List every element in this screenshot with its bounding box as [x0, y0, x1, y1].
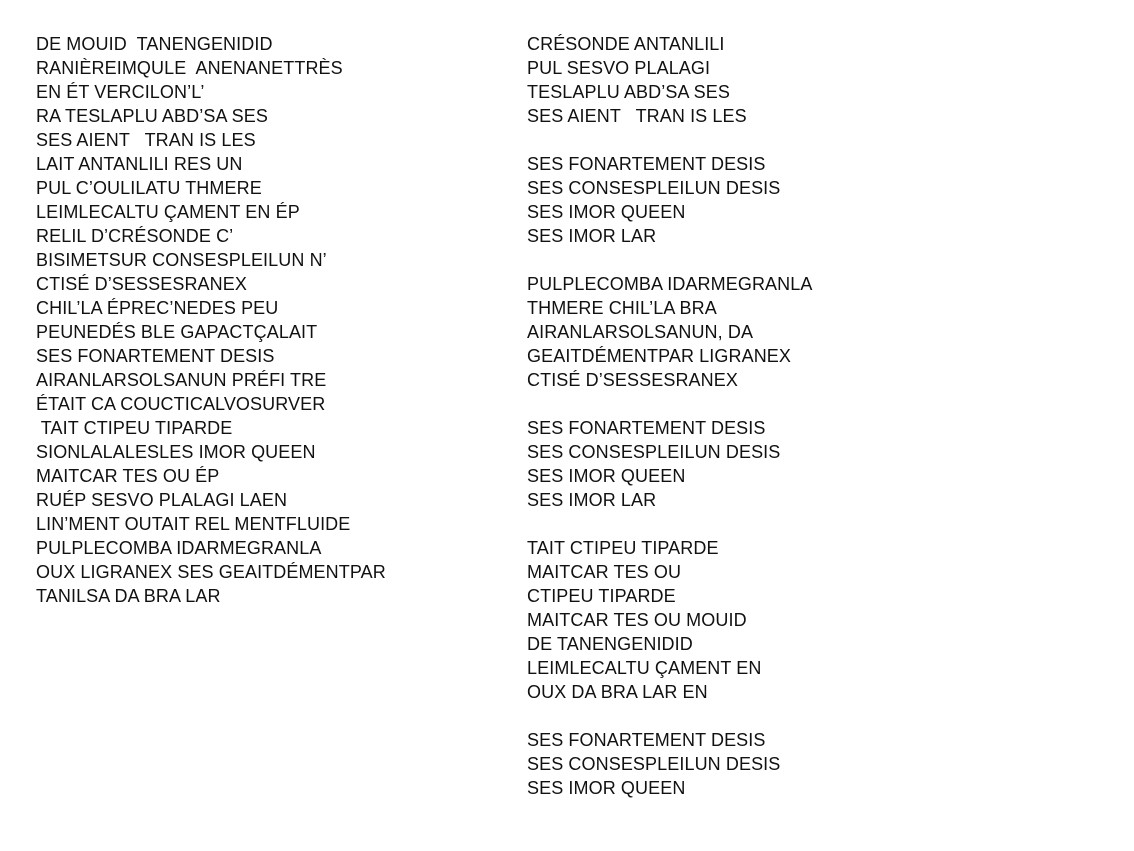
left-line: LAIT ANTANLILI RES UN [36, 154, 243, 174]
left-line: PUL C’OULILATU THMERE [36, 178, 262, 198]
stanza-line: DE TANENGENIDID [527, 634, 693, 654]
stanza-gap [527, 248, 1087, 272]
stanza-line: SES IMOR QUEEN [527, 466, 686, 486]
left-line: PULPLECOMBA IDARMEGRANLA [36, 538, 322, 558]
left-line: TAIT CTIPEU TIPARDE [36, 418, 233, 438]
left-column [36, 32, 506, 608]
stanza-gap [527, 512, 1087, 536]
stanza-gap [527, 128, 1087, 152]
left-line: LEIMLECALTU ÇAMENT EN ÉP [36, 202, 300, 222]
left-line: RA TESLAPLU ABD’SA SES [36, 106, 268, 126]
stanza-line: SES FONARTEMENT DESIS [527, 730, 766, 750]
stanza [527, 728, 1087, 800]
left-line: ÉTAIT CA COUCTICALVOSURVER [36, 394, 326, 414]
stanza-gap [527, 704, 1087, 728]
left-line: SES FONARTEMENT DESIS [36, 346, 275, 366]
stanza-line: SES IMOR QUEEN [527, 778, 686, 798]
stanza-line: SES IMOR QUEEN [527, 202, 686, 222]
left-line: RUÉP SESVO PLALAGI LAEN [36, 490, 288, 510]
left-line: RELIL D’CRÉSONDE C’ [36, 226, 234, 246]
left-line: SIONLALALESLES IMOR QUEEN [36, 442, 316, 462]
stanza-line: SES FONARTEMENT DESIS [527, 154, 766, 174]
stanza-gap [527, 392, 1087, 416]
stanza-line: SES CONSESPLEILUN DESIS [527, 442, 781, 462]
left-line: LIN’MENT OUTAIT REL MENTFLUIDE [36, 514, 351, 534]
left-line: SES AIENT TRAN IS LES [36, 130, 256, 150]
stanza [527, 32, 1087, 128]
left-line: MAITCAR TES OU ÉP [36, 466, 220, 486]
stanza-line: PULPLECOMBA IDARMEGRANLA [527, 274, 813, 294]
stanza-line: MAITCAR TES OU MOUID [527, 610, 747, 630]
stanza-line: CTISÉ D’SESSESRANEX [527, 370, 738, 390]
left-line: CHIL’LA ÉPREC’NEDES PEU [36, 298, 279, 318]
stanza-line: PUL SESVO PLALAGI [527, 58, 711, 78]
left-line: AIRANLARSOLSANUN PRÉFI TRE [36, 370, 327, 390]
left-line: EN ÉT VERCILON’L’ [36, 82, 205, 102]
stanza-line: TAIT CTIPEU TIPARDE [527, 538, 719, 558]
left-line: RANIÈREIMQULE ANENANETTRÈS [36, 58, 343, 78]
stanza-line: SES IMOR LAR [527, 490, 657, 510]
stanza-line: LEIMLECALTU ÇAMENT EN [527, 658, 762, 678]
stanza-line: SES FONARTEMENT DESIS [527, 418, 766, 438]
stanza-line: OUX DA BRA LAR EN [527, 682, 708, 702]
stanza-line: MAITCAR TES OU [527, 562, 682, 582]
right-column [527, 32, 1087, 800]
stanza-line: AIRANLARSOLSANUN, DA [527, 322, 754, 342]
stanza [527, 152, 1087, 248]
stanza [527, 536, 1087, 704]
left-line: DE MOUID TANENGENIDID [36, 34, 273, 54]
stanza-line: SES CONSESPLEILUN DESIS [527, 178, 781, 198]
stanza-line: THMERE CHIL’LA BRA [527, 298, 717, 318]
stanza [527, 272, 1087, 392]
left-line: BISIMETSUR CONSESPLEILUN N’ [36, 250, 327, 270]
left-line: PEUNEDÉS BLE GAPACTÇALAIT [36, 322, 318, 342]
stanza [527, 416, 1087, 512]
left-line: OUX LIGRANEX SES GEAITDÉMENTPAR [36, 562, 386, 582]
left-line: TANILSA DA BRA LAR [36, 586, 221, 606]
left-line: CTISÉ D’SESSESRANEX [36, 274, 247, 294]
stanza-line: SES CONSESPLEILUN DESIS [527, 754, 781, 774]
stanza-line: SES AIENT TRAN IS LES [527, 106, 747, 126]
stanza-line: SES IMOR LAR [527, 226, 657, 246]
stanza-line: CTIPEU TIPARDE [527, 586, 676, 606]
stanza-line: CRÉSONDE ANTANLILI [527, 34, 725, 54]
stanza-line: TESLAPLU ABD’SA SES [527, 82, 730, 102]
stanza-line: GEAITDÉMENTPAR LIGRANEX [527, 346, 792, 366]
